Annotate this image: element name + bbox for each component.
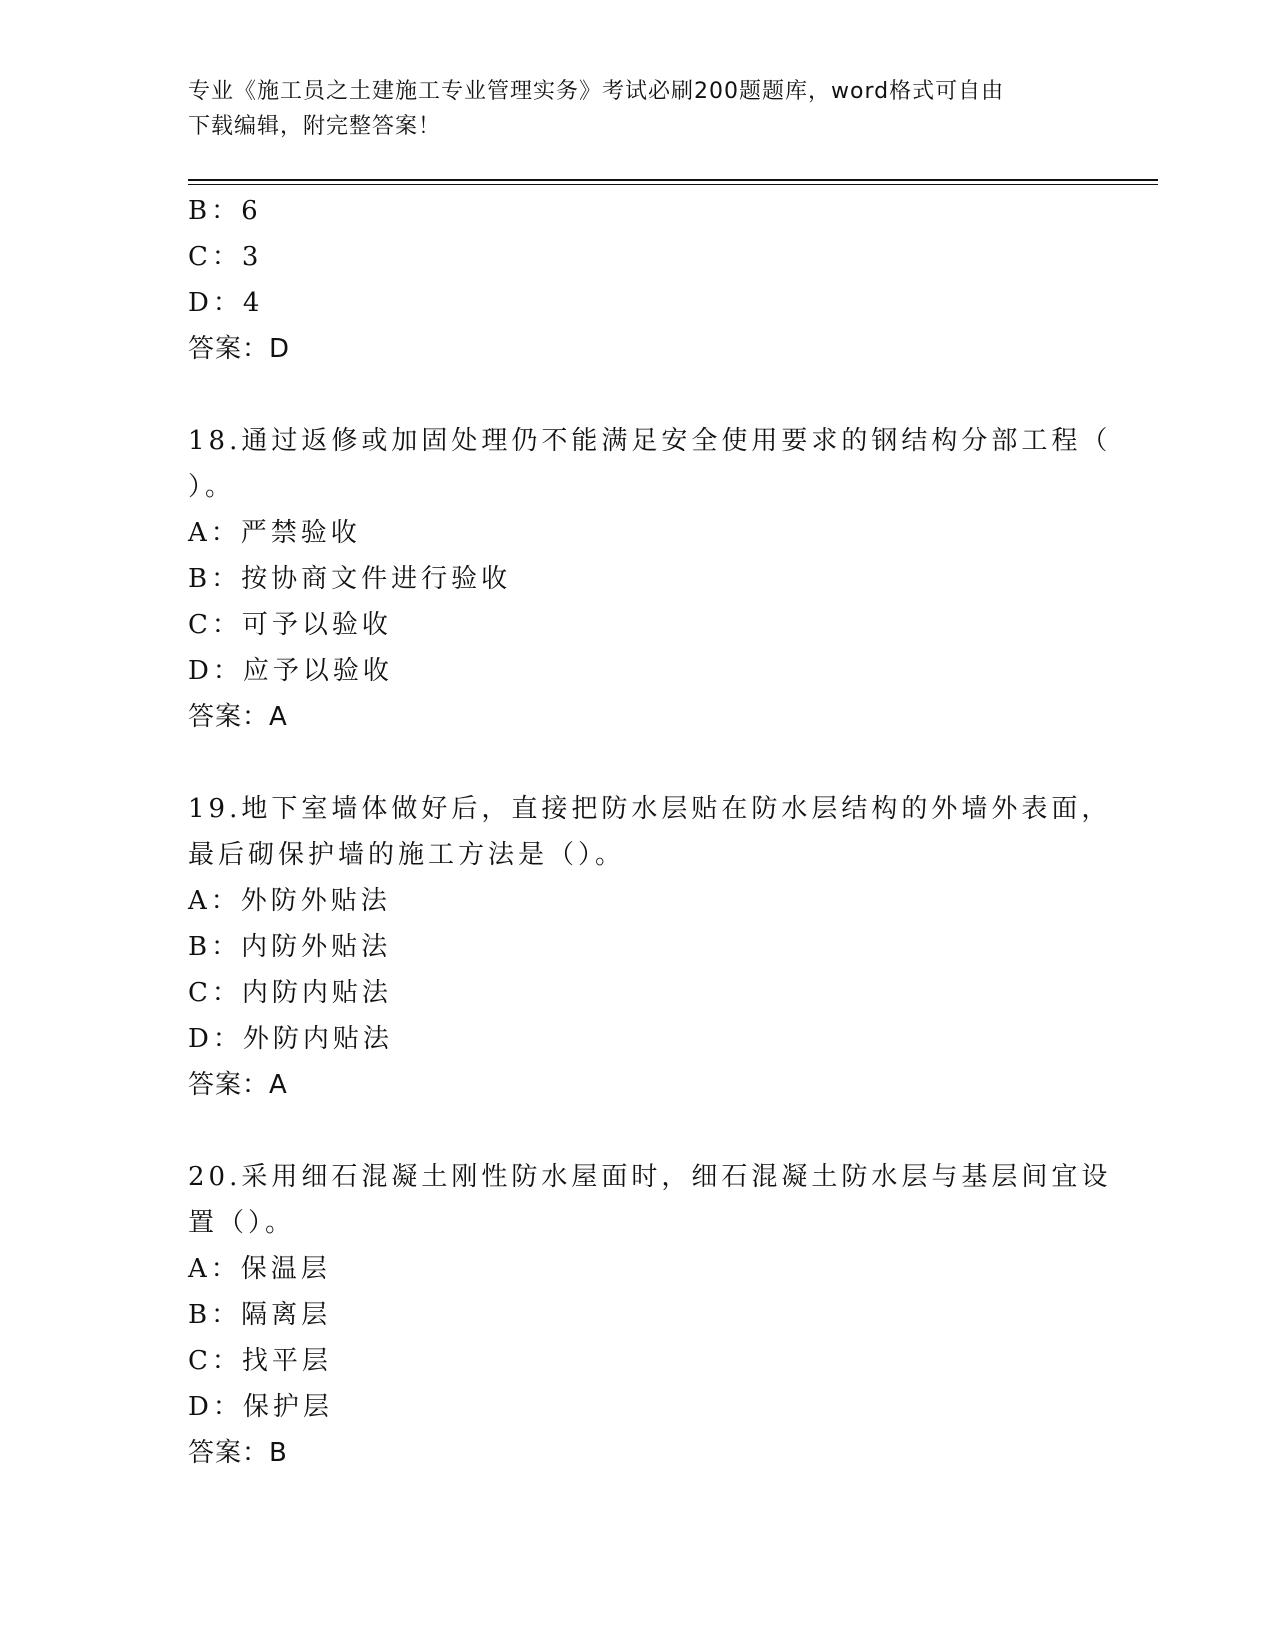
option-b: B：内防外贴法 (188, 932, 392, 962)
option-a: A：严禁验收 (188, 518, 361, 548)
option-a: A：保温层 (188, 1254, 331, 1284)
document-body (188, 188, 1112, 1522)
answer-line: 答案：B (188, 1438, 288, 1468)
question-text-line-2: 置（）。 (188, 1208, 296, 1238)
question-19 (188, 786, 1112, 1108)
option-c: C：3 (188, 242, 263, 272)
header-rule-thin (188, 184, 1158, 185)
answer-line: 答案：A (188, 702, 288, 732)
question-text-line-1: 18.通过返修或加固处理仍不能满足安全使用要求的钢结构分部工程（ (188, 426, 1112, 456)
document-header (188, 74, 1068, 144)
question-17-tail (188, 188, 1088, 372)
answer-line: 答案：A (188, 1070, 288, 1100)
question-18 (188, 418, 1112, 740)
option-d: D：应予以验收 (188, 656, 393, 686)
option-c: C：可予以验收 (188, 610, 392, 640)
question-text-line-2: ）。 (188, 472, 236, 502)
option-b: B：6 (188, 196, 262, 226)
option-b: B：按协商文件进行验收 (188, 564, 512, 594)
option-b: B：隔离层 (188, 1300, 332, 1330)
header-line-1: 专业《施工员之土建施工专业管理实务》考试必刷200题题库，word格式可自由 (188, 79, 1005, 104)
answer-line: 答案：D (188, 334, 291, 364)
option-c: C：找平层 (188, 1346, 332, 1376)
option-a: A：外防外贴法 (188, 886, 391, 916)
question-text-line-2: 最后砌保护墙的施工方法是（）。 (188, 840, 626, 870)
question-20 (188, 1154, 1112, 1476)
question-text-line-1: 20.采用细石混凝土刚性防水屋面时，细石混凝土防水层与基层间宜设 (188, 1162, 1112, 1192)
question-text-line-1: 19.地下室墙体做好后，直接把防水层贴在防水层结构的外墙外表面， (188, 794, 1112, 824)
header-rule-thick (188, 179, 1158, 181)
option-d: D：外防内贴法 (188, 1024, 393, 1054)
header-line-2: 下载编辑，附完整答案！ (188, 114, 442, 139)
option-d: D：4 (188, 288, 264, 318)
option-d: D：保护层 (188, 1392, 333, 1422)
option-c: C：内防内贴法 (188, 978, 392, 1008)
